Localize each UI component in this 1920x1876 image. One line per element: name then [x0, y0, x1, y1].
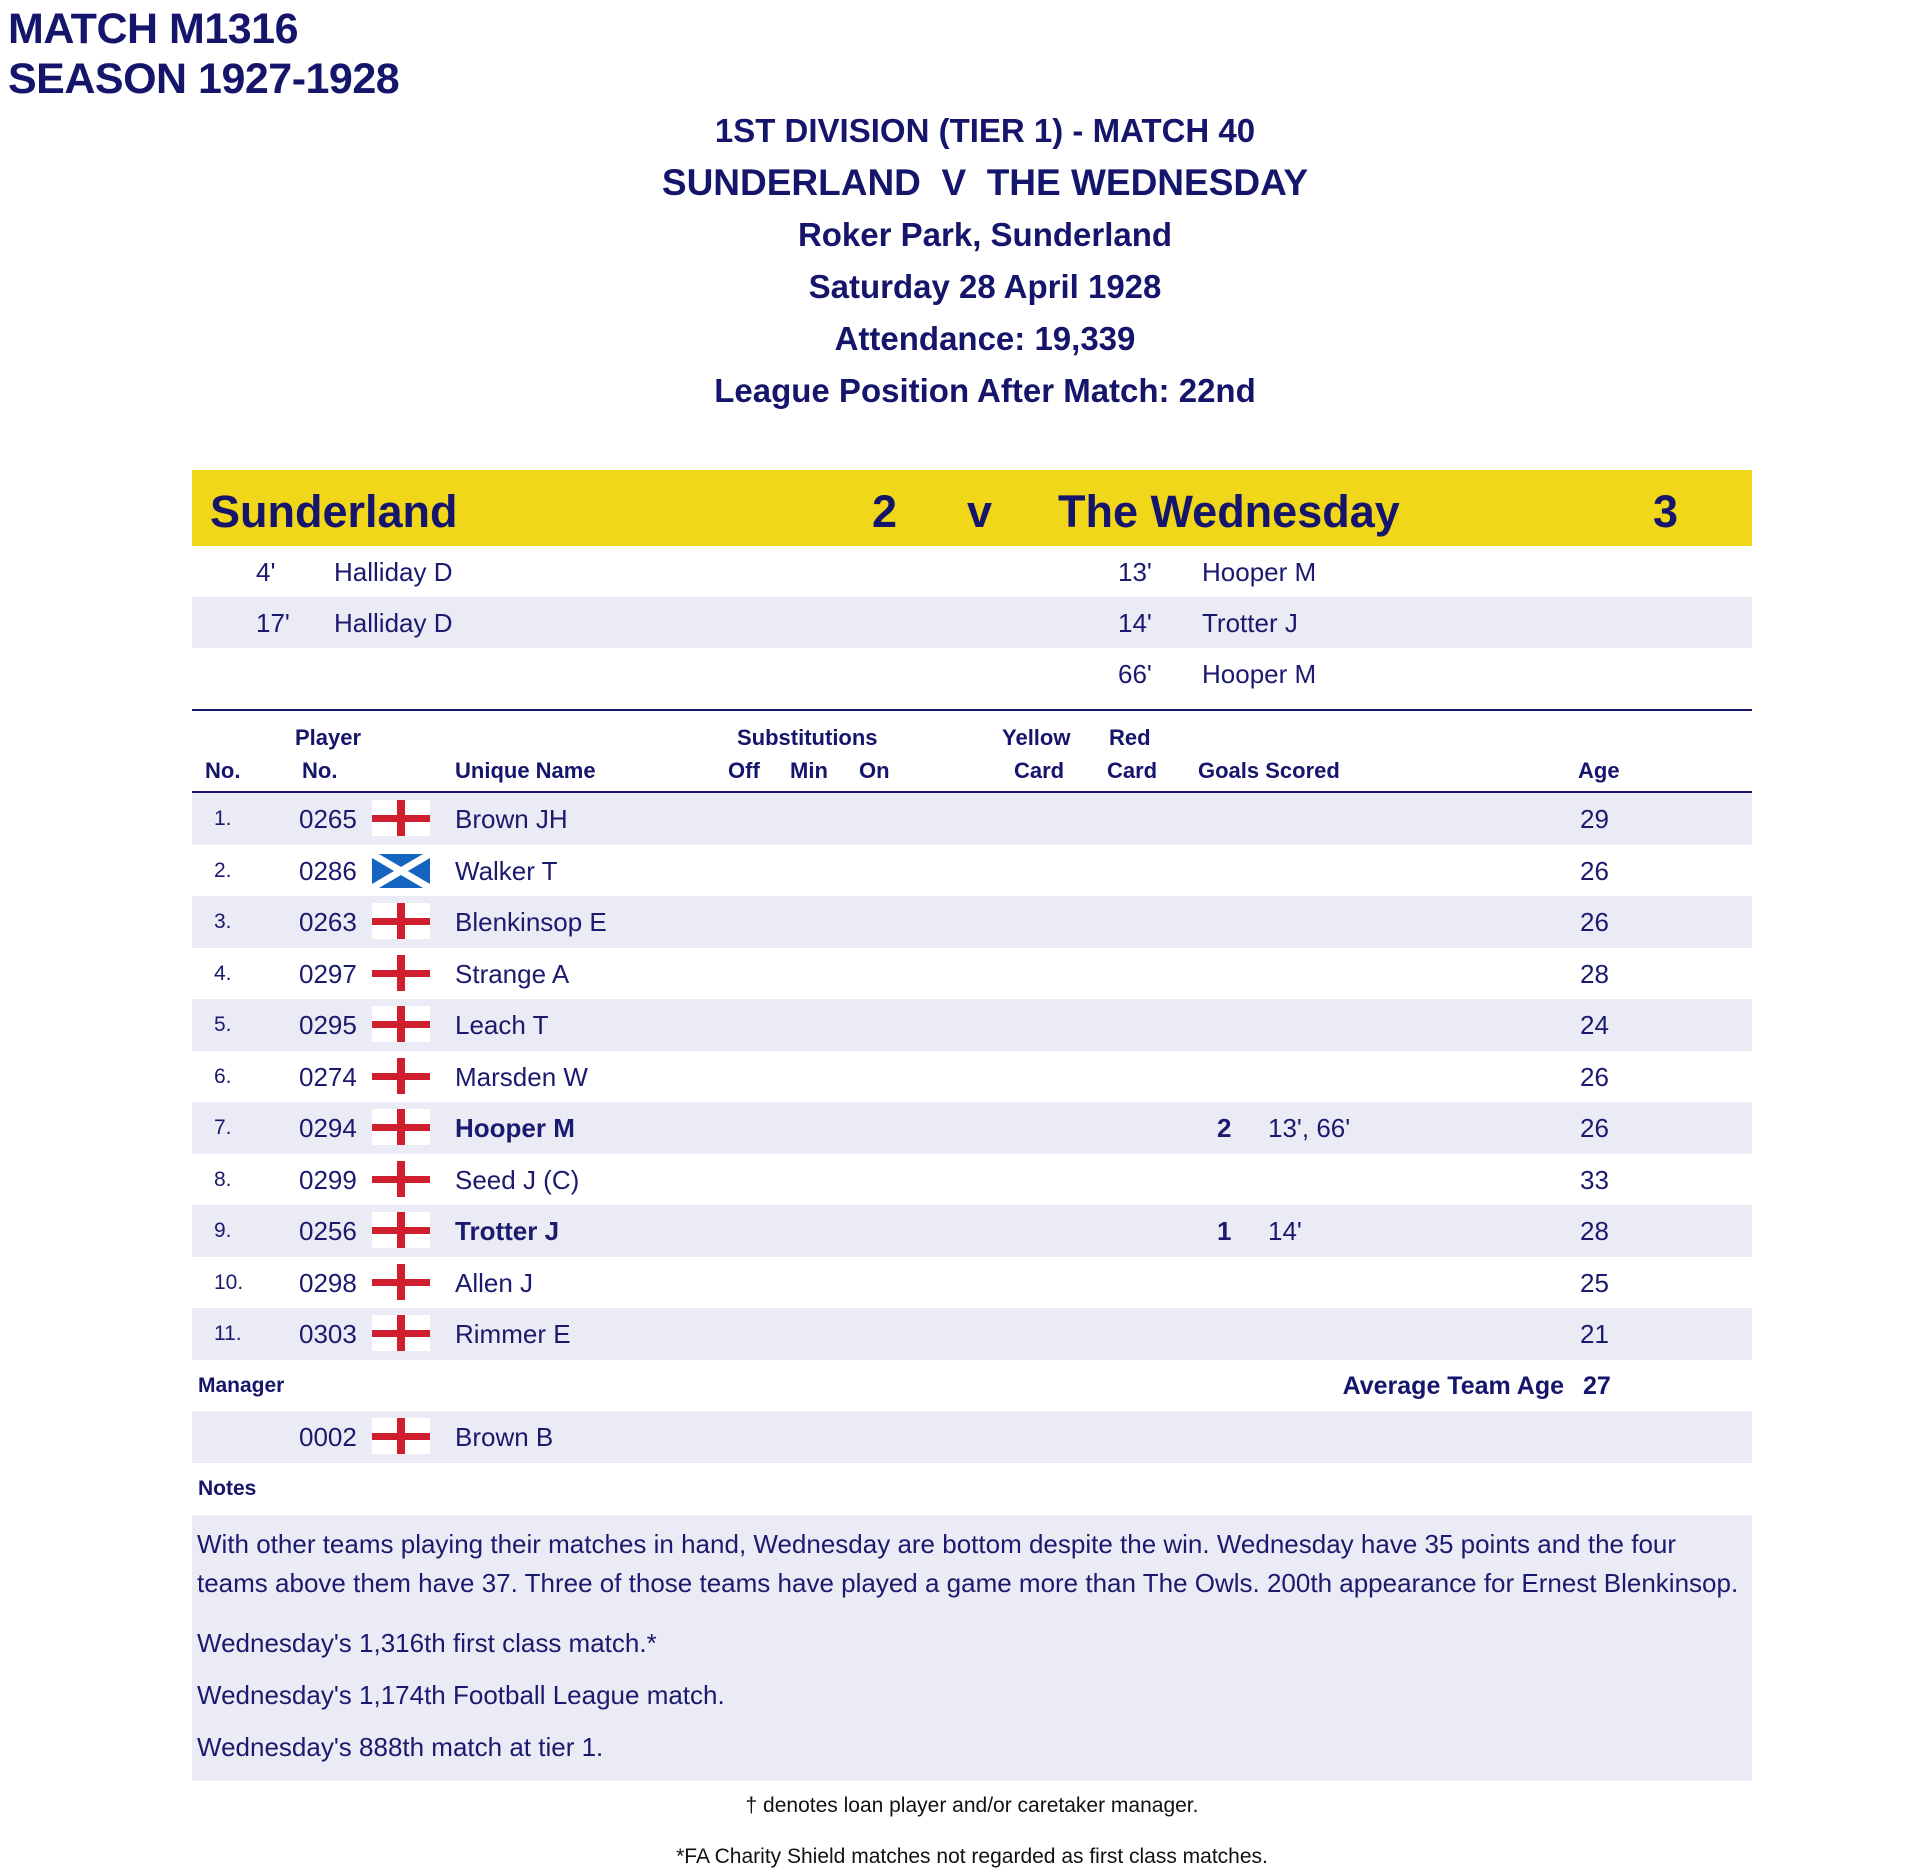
player-name: Walker T: [455, 855, 558, 886]
col-substitutions: Substitutions: [737, 725, 878, 750]
home-goal-minute: 17': [256, 608, 290, 638]
player-name: Allen J: [455, 1267, 534, 1298]
table-row: [192, 948, 1752, 1000]
notes-line: Wednesday's 888th match at tier 1.: [197, 1731, 604, 1762]
away-score: 3: [1653, 486, 1679, 537]
match-date: Saturday 28 April 1928: [808, 268, 1162, 305]
row-no: 8.: [214, 1167, 232, 1191]
player-no: 0274: [299, 1061, 357, 1092]
away-goal-minute: 13': [1118, 557, 1152, 587]
row-no: 1.: [214, 807, 232, 830]
col-age: Age: [1578, 758, 1620, 783]
england-flag-icon: [372, 1109, 430, 1145]
player-age: 26: [1580, 1113, 1609, 1143]
manager-row: [192, 1411, 1752, 1463]
player-no: 0263: [299, 907, 357, 937]
home-goal-scorer: Halliday D: [334, 557, 453, 587]
player-name: Leach T: [455, 1010, 549, 1040]
player-no: 0298: [299, 1267, 357, 1298]
table-row: [192, 1102, 1752, 1154]
col-player-bottom: No.: [302, 758, 338, 783]
row-no: 5.: [214, 1013, 232, 1036]
col-red-bottom: Card: [1107, 758, 1158, 783]
attendance: Attendance: 19,339: [834, 320, 1136, 357]
row-no: 3.: [214, 910, 232, 933]
england-flag-icon: [372, 1058, 430, 1094]
player-age: 29: [1580, 804, 1609, 834]
table-row: [192, 1308, 1752, 1360]
away-team-name: The Wednesday: [1058, 486, 1400, 537]
row-no: 2.: [214, 858, 232, 882]
lineup-table-header: [192, 711, 1752, 793]
player-name: Marsden W: [455, 1061, 588, 1092]
col-red-top: Red: [1109, 725, 1151, 750]
manager-no: 0002: [299, 1422, 357, 1452]
england-flag-icon: [372, 1315, 430, 1351]
goals-count: 1: [1217, 1216, 1232, 1246]
home-goal-minute: 4': [256, 557, 276, 587]
england-flag-icon: [372, 1006, 430, 1042]
table-row: [192, 999, 1752, 1051]
table-row: [192, 1154, 1752, 1206]
player-name: Rimmer E: [455, 1319, 571, 1349]
goals-count: 2: [1217, 1113, 1232, 1143]
col-sub-off: Off: [728, 758, 760, 783]
player-age: 26: [1580, 907, 1609, 937]
col-player-top: Player: [295, 725, 362, 750]
home-score: 2: [872, 486, 898, 537]
away-goal-minute: 14': [1118, 608, 1152, 638]
col-unique-name: Unique Name: [455, 758, 596, 783]
goal-row: [192, 597, 1752, 648]
table-row: [192, 1051, 1752, 1103]
player-no: 0303: [299, 1319, 357, 1349]
away-goal-scorer: Trotter J: [1202, 608, 1298, 638]
row-no: 11.: [214, 1322, 242, 1345]
notes-line: Wednesday's 1,174th Football League match.: [197, 1679, 725, 1710]
notes-box: [192, 1515, 1752, 1781]
table-row: [192, 845, 1752, 897]
goal-row: [192, 546, 1752, 597]
venue: Roker Park, Sunderland: [797, 216, 1173, 253]
away-goal-minute: 66': [1118, 659, 1152, 689]
player-age: 28: [1580, 1216, 1609, 1246]
manager-name: Brown B: [455, 1422, 554, 1452]
player-age: 26: [1580, 855, 1609, 886]
table-row: [192, 896, 1752, 948]
away-goal-scorer: Hooper M: [1202, 659, 1317, 689]
row-no: 10.: [214, 1270, 244, 1294]
col-sub-on: On: [859, 758, 890, 783]
player-age: 28: [1580, 958, 1609, 989]
manager-label: Manager: [198, 1373, 285, 1397]
player-name: Hooper M: [455, 1113, 575, 1143]
table-row: [192, 793, 1752, 845]
match-sheet: [192, 470, 1752, 1870]
lineup-table: [192, 793, 1752, 1360]
table-row: [192, 1205, 1752, 1257]
home-goal-scorer: Halliday D: [334, 608, 453, 638]
col-yellow-top: Yellow: [1002, 725, 1071, 750]
player-no: 0286: [299, 855, 357, 886]
england-flag-icon: [372, 1161, 430, 1197]
away-goal-scorer: Hooper M: [1202, 557, 1317, 587]
player-name: Strange A: [455, 958, 570, 989]
player-name: Trotter J: [455, 1216, 560, 1246]
manager-label-row: [192, 1360, 1752, 1412]
england-flag-icon: [372, 1212, 430, 1248]
goal-times: 13', 66': [1268, 1113, 1351, 1143]
player-age: 24: [1580, 1010, 1609, 1040]
average-age-value: 27: [1583, 1371, 1611, 1400]
average-age-label: Average Team Age: [1342, 1371, 1564, 1400]
league-position: League Position After Match: 22nd: [714, 372, 1256, 409]
player-name: Brown JH: [455, 804, 568, 834]
fixture-title: SUNDERLAND V THE WEDNESDAY: [661, 162, 1309, 203]
col-goals-scored: Goals Scored: [1198, 758, 1340, 783]
score-bar: [192, 470, 1752, 546]
match-header: [0, 105, 1920, 417]
player-age: 33: [1580, 1164, 1609, 1195]
england-flag-icon: [372, 955, 430, 991]
player-no: 0294: [299, 1113, 357, 1143]
player-no: 0299: [299, 1164, 357, 1195]
notes-label-row: [192, 1463, 1752, 1515]
row-no: 4.: [214, 961, 232, 985]
player-no: 0256: [299, 1216, 357, 1246]
goal-events: [192, 546, 1752, 699]
notes-paragraph: With other teams playing their matches in hand, Wednesday are bottom despite the win. Wednesday have 35 points and the four teams above them have 37. Three of those teams have played a game more than The Owls. 200th appearance for Ernest Blenkinsop.: [197, 1528, 1739, 1598]
loan-footnote: † denotes loan player and/or caretaker manager.: [745, 1793, 1199, 1817]
row-no: 9.: [214, 1219, 232, 1242]
scotland-flag-icon: [372, 854, 430, 888]
season-label: SEASON 1927-1928: [8, 55, 400, 103]
player-no: 0295: [299, 1010, 357, 1040]
england-flag-icon: [372, 903, 430, 939]
player-name: Seed J (C): [455, 1164, 580, 1195]
match-identifier: [8, 4, 399, 104]
england-flag-icon: [372, 1264, 430, 1300]
match-id: MATCH M1316: [8, 5, 298, 53]
table-row: [192, 1257, 1752, 1309]
player-age: 25: [1580, 1267, 1609, 1298]
england-flag-icon: [372, 1418, 430, 1454]
col-no: No.: [205, 758, 241, 783]
versus-label: v: [967, 486, 993, 537]
row-no: 6.: [214, 1064, 232, 1088]
notes-label: Notes: [198, 1476, 257, 1500]
col-sub-min: Min: [790, 758, 828, 783]
player-age: 21: [1580, 1319, 1609, 1349]
charity-footnote: *FA Charity Shield matches not regarded as first class matches.: [676, 1844, 1268, 1868]
player-no: 0265: [299, 804, 357, 834]
col-yellow-bottom: Card: [1014, 758, 1065, 783]
goal-times: 14': [1268, 1216, 1302, 1246]
row-no: 7.: [214, 1116, 232, 1139]
player-age: 26: [1580, 1061, 1609, 1092]
goal-row: [192, 648, 1752, 699]
competition-title: 1ST DIVISION (TIER 1) - MATCH 40: [714, 112, 1256, 149]
england-flag-icon: [372, 800, 430, 836]
home-team-name: Sunderland: [210, 486, 458, 537]
player-name: Blenkinsop E: [455, 907, 607, 937]
player-no: 0297: [299, 958, 357, 989]
notes-line: Wednesday's 1,316th first class match.*: [197, 1627, 657, 1658]
